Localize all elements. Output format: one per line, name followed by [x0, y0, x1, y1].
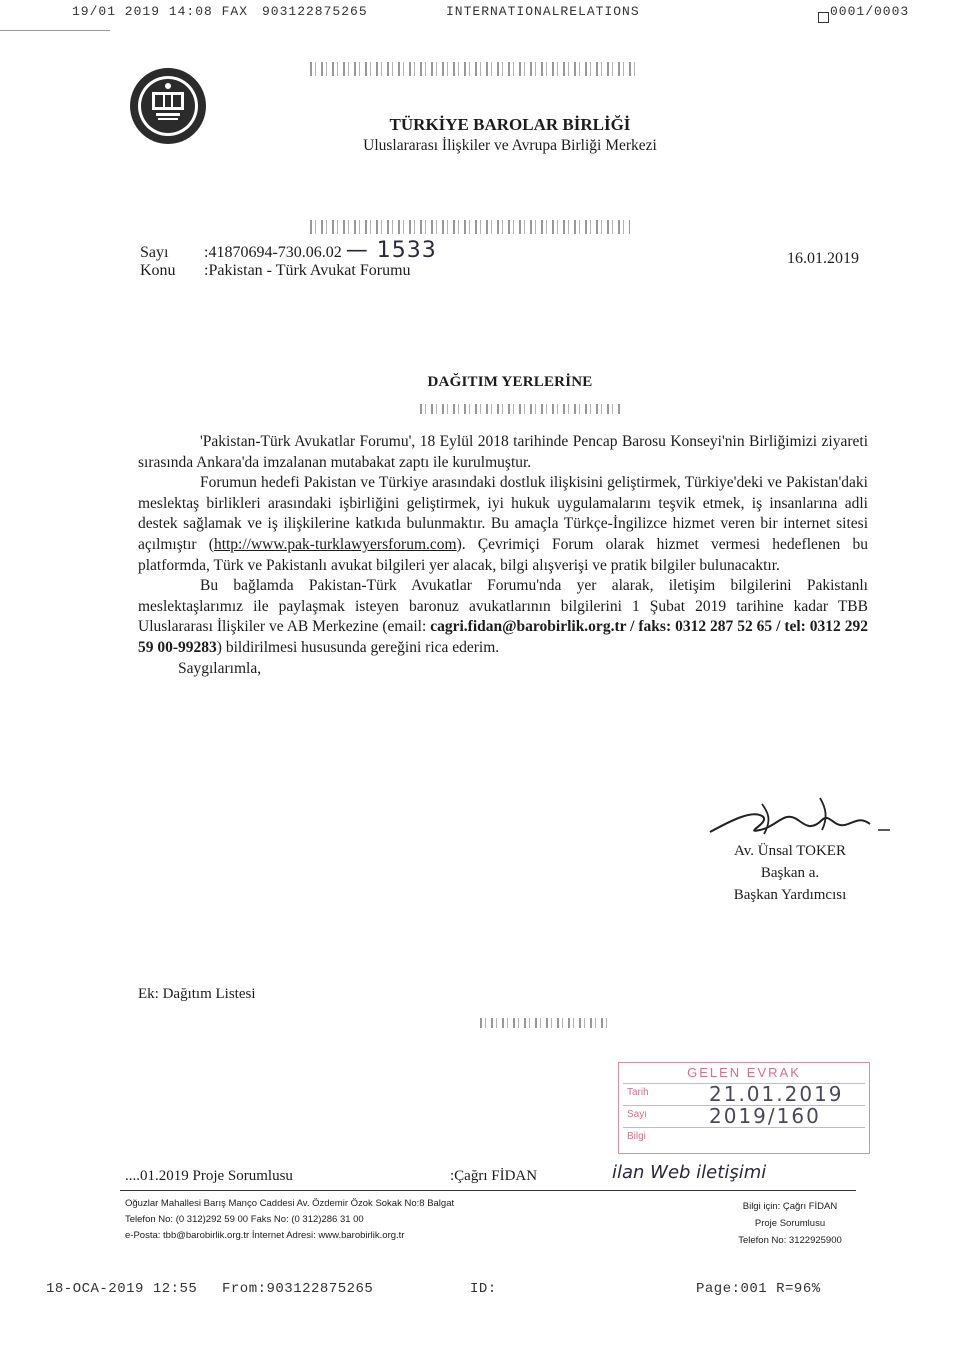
- paragraph-1: 'Pakistan-Türk Avukatlar Forumu', 18 Eylül 2018 tarihinde Pencap Barosu Konseyi'nin Birliğimizi ziyareti sırasında Ankara'da imzalanan mutabakat zaptı ile kurulmuştur.: [138, 433, 868, 471]
- fax-footer-id: ID:: [470, 1281, 497, 1297]
- letterhead-title: TÜRKİYE BAROLAR BİRLİĞİ: [389, 115, 631, 134]
- paragraph-3: [138, 576, 868, 658]
- fax-header-datetime: 19/01 2019 14:08 FAX: [72, 4, 249, 19]
- fax-noise-bar: [480, 1018, 610, 1028]
- fax-footer-datetime: 18-OCA-2019 12:55: [46, 1281, 198, 1297]
- paragraph-3-text-a: Bu bağlamda Pakistan-Türk Avukatlar Forumu'nda yer alarak, iletişim bilgilerini Pakistanlı meslektaşlarımız ile paylaşmak isteyen baronuz avukatlarının bilgilerini 1 Şubat 2019 tarihine kadar TBB Uluslararası İlişkiler ve AB Merkezine (email:: [138, 577, 868, 636]
- footer-info-role: Proje Sorumlusu: [754, 1218, 826, 1229]
- stamp-date-label: Tarih: [627, 1087, 649, 1098]
- konu-value: :Pakistan - Türk Avukat Forumu: [204, 262, 411, 279]
- signatory-role-1: Başkan a.: [760, 865, 820, 881]
- fax-noise-bar: [310, 62, 640, 76]
- stamp-number-label: Sayı: [627, 1109, 648, 1120]
- paragraph-2-text-a: Forumun hedefi Pakistan ve Türkiye arasındaki dostluk ilişkisini geliştirmek, Türkiye'deki ve Pakistan'daki meslektaş birlikleri arasındaki işbirliğini geliştirmek, iyi hukuk uygulamalarını teşvik etmek, iş insanlarına adli destek sağlamak ve iş ilişkilerine katkıda bulunmaktır. Bu amaçla Türkçe-İngilizce hizmet veren bir internet sitesi açılmıştır (: [138, 474, 868, 553]
- footer-phone: Telefon No: (0 312)292 59 00 Faks No: (0 312)286 31 00: [125, 1214, 364, 1225]
- fax-header-page: 0001/0003: [830, 4, 910, 19]
- bar-association-seal-icon: [128, 66, 208, 146]
- stamp-title: GELEN EVRAK: [687, 1065, 801, 1080]
- footer-info: [700, 1198, 880, 1249]
- stamp-number-value: 2019/160: [709, 1104, 821, 1128]
- document-date: 16.01.2019: [787, 250, 859, 267]
- closing-salutation: Saygılarımla,: [178, 659, 262, 677]
- attachment-line: Ek: Dağıtım Listesi: [138, 986, 256, 1002]
- fax-header-department: INTERNATIONALRELATIONS: [446, 4, 640, 19]
- signatory-block: [700, 840, 880, 906]
- paragraph-3-text-b: ) bildirilmesi hususunda gereğini rica ederim.: [216, 638, 500, 656]
- distribution-heading: DAĞITIM YERLERİNE: [427, 374, 593, 390]
- letter-body: [138, 432, 868, 679]
- sayi-handwritten: — 1533: [345, 238, 437, 263]
- konu-label: Konu: [140, 262, 176, 279]
- stamp-row-number: [623, 1105, 865, 1128]
- contact-details[interactable]: cagri.fidan@barobirlik.org.tr / faks: 0312 287 52 65 / tel: 0312 292 59 00-99283: [138, 618, 868, 656]
- fax-footer-page: Page:001 R=96%: [696, 1281, 821, 1297]
- footer-info-phone: Telefon No: 3122925900: [738, 1235, 842, 1246]
- stamp-row-info: [623, 1127, 865, 1150]
- stamp-date-value: 21.01.2019: [709, 1082, 844, 1106]
- footer-contact: [125, 1196, 454, 1244]
- prepared-by-name: :Çağrı FİDAN: [450, 1168, 538, 1184]
- fax-footer-from: From:903122875265: [222, 1281, 374, 1297]
- konu-line: [140, 262, 411, 280]
- sayi-label: Sayı: [140, 244, 169, 261]
- stamp-info-label: Bilgi: [627, 1131, 646, 1142]
- fax-noise-bar: [420, 404, 620, 414]
- paragraph-2-text-b: ). Çevrimiçi Forum olarak hizmet vermesi hedeflenen bu platformda, Türk ve Pakistanlı avukat bilgileri yer alacak, bilgi alışverişi ve pratik bilgiler bulunacaktır.: [138, 535, 868, 574]
- incoming-document-stamp: [618, 1062, 870, 1154]
- corner-line: [0, 30, 110, 31]
- footer-info-name: Bilgi için: Çağrı FİDAN: [742, 1201, 838, 1212]
- footer-web: e-Posta: tbb@barobirlik.org.tr İnternet Adresi: www.barobirlik.org.tr: [125, 1230, 405, 1241]
- sayi-line: [140, 238, 437, 263]
- forum-website-link[interactable]: http://www.pak-turklawyersforum.com: [213, 535, 457, 553]
- signatory-name: Av. Ünsal TOKER: [734, 843, 846, 859]
- fax-page-icon: [818, 12, 829, 23]
- fax-noise-bar: [310, 220, 630, 234]
- signatory-role-2: Başkan Yardımcısı: [733, 887, 847, 903]
- fax-header-number: 903122875265: [262, 4, 368, 19]
- stamp-row-date: [623, 1083, 865, 1106]
- sayi-value: :41870694-730.06.02: [204, 244, 342, 261]
- letterhead-subtitle: Uluslararası İlişkiler ve Avrupa Birliği Merkezi: [363, 137, 657, 154]
- handwritten-note: ilan Web iletişimi: [612, 1162, 767, 1183]
- paragraph-2: [138, 473, 868, 576]
- footer-divider: [120, 1190, 856, 1191]
- footer-address: Oğuzlar Mahallesi Barış Manço Caddesi Av. Özdemir Özok Sokak No:8 Balgat: [125, 1198, 455, 1209]
- prepared-by-date: ....01.2019 Proje Sorumlusu: [125, 1168, 293, 1184]
